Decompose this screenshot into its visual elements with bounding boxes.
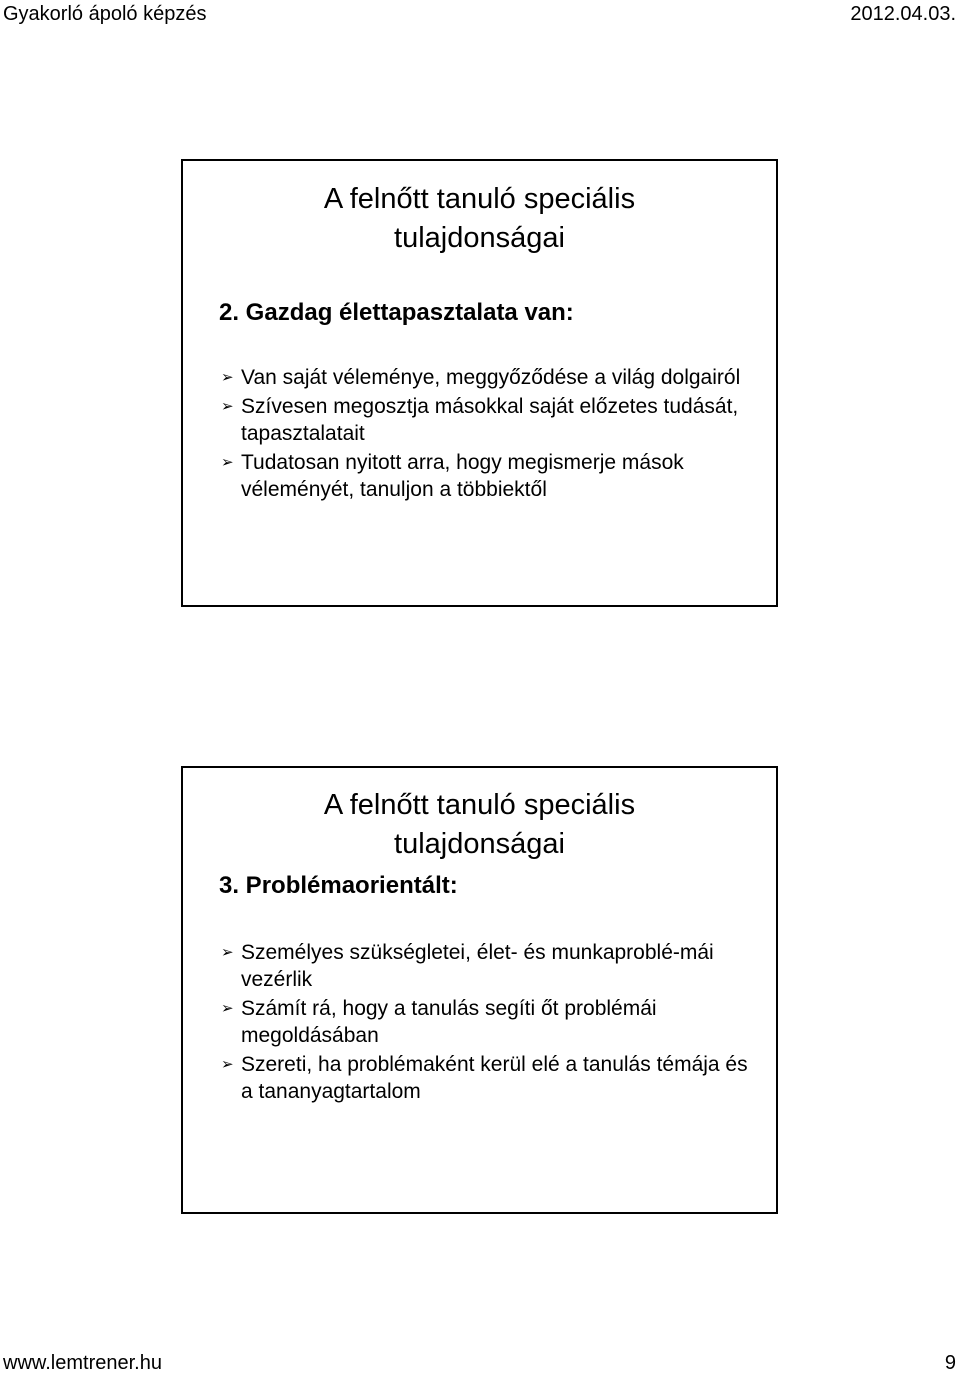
slide-title	[183, 180, 776, 258]
arrowhead-bullet-icon: ➢	[221, 1000, 234, 1017]
list-item-text: Szívesen megosztja másokkal saját előzetes tudását, tapasztalatait	[241, 395, 739, 445]
slide-title	[183, 786, 776, 864]
arrowhead-bullet-icon: ➢	[221, 454, 234, 471]
slide-heading: 2. Gazdag élettapasztalata van:	[219, 299, 574, 326]
header-course-title: Gyakorló ápoló képzés	[3, 3, 207, 25]
list-item	[221, 995, 752, 1049]
bullet-list	[221, 939, 752, 1107]
list-item	[221, 939, 752, 993]
slide-2	[181, 766, 778, 1214]
footer-website: www.lemtrener.hu	[3, 1352, 162, 1374]
arrowhead-bullet-icon: ➢	[221, 944, 234, 961]
page-header	[3, 2, 956, 28]
arrowhead-bullet-icon: ➢	[221, 398, 234, 415]
slide-1	[181, 159, 778, 607]
arrowhead-bullet-icon: ➢	[221, 369, 234, 386]
slide-title-line-2: tulajdonságai	[394, 222, 565, 254]
page-footer	[3, 1352, 956, 1376]
bullet-list	[221, 364, 752, 505]
list-item	[221, 1051, 752, 1105]
slide-heading: 3. Problémaorientált:	[219, 872, 458, 899]
slide-title-line-1: A felnőtt tanuló speciális	[323, 183, 636, 215]
list-item	[221, 364, 752, 391]
list-item-text: Van saját véleménye, meggyőződése a világ dolgairól	[241, 366, 741, 389]
list-item-text: Személyes szükségletei, élet- és munkaproblé-mái vezérlik	[241, 941, 714, 991]
list-item	[221, 393, 752, 447]
header-date: 2012.04.03.	[850, 3, 956, 25]
slide-title-line-2: tulajdonságai	[394, 828, 565, 860]
page-number: 9	[944, 1352, 956, 1374]
list-item-text: Tudatosan nyitott arra, hogy megismerje mások véleményét, tanuljon a többiektől	[241, 451, 684, 501]
arrowhead-bullet-icon: ➢	[221, 1056, 234, 1073]
slide-title-line-1: A felnőtt tanuló speciális	[323, 789, 636, 821]
list-item	[221, 449, 752, 503]
list-item-text: Szereti, ha problémaként kerül elé a tanulás témája és a tananyagtartalom	[241, 1053, 748, 1103]
list-item-text: Számít rá, hogy a tanulás segíti őt problémái megoldásában	[241, 997, 657, 1047]
